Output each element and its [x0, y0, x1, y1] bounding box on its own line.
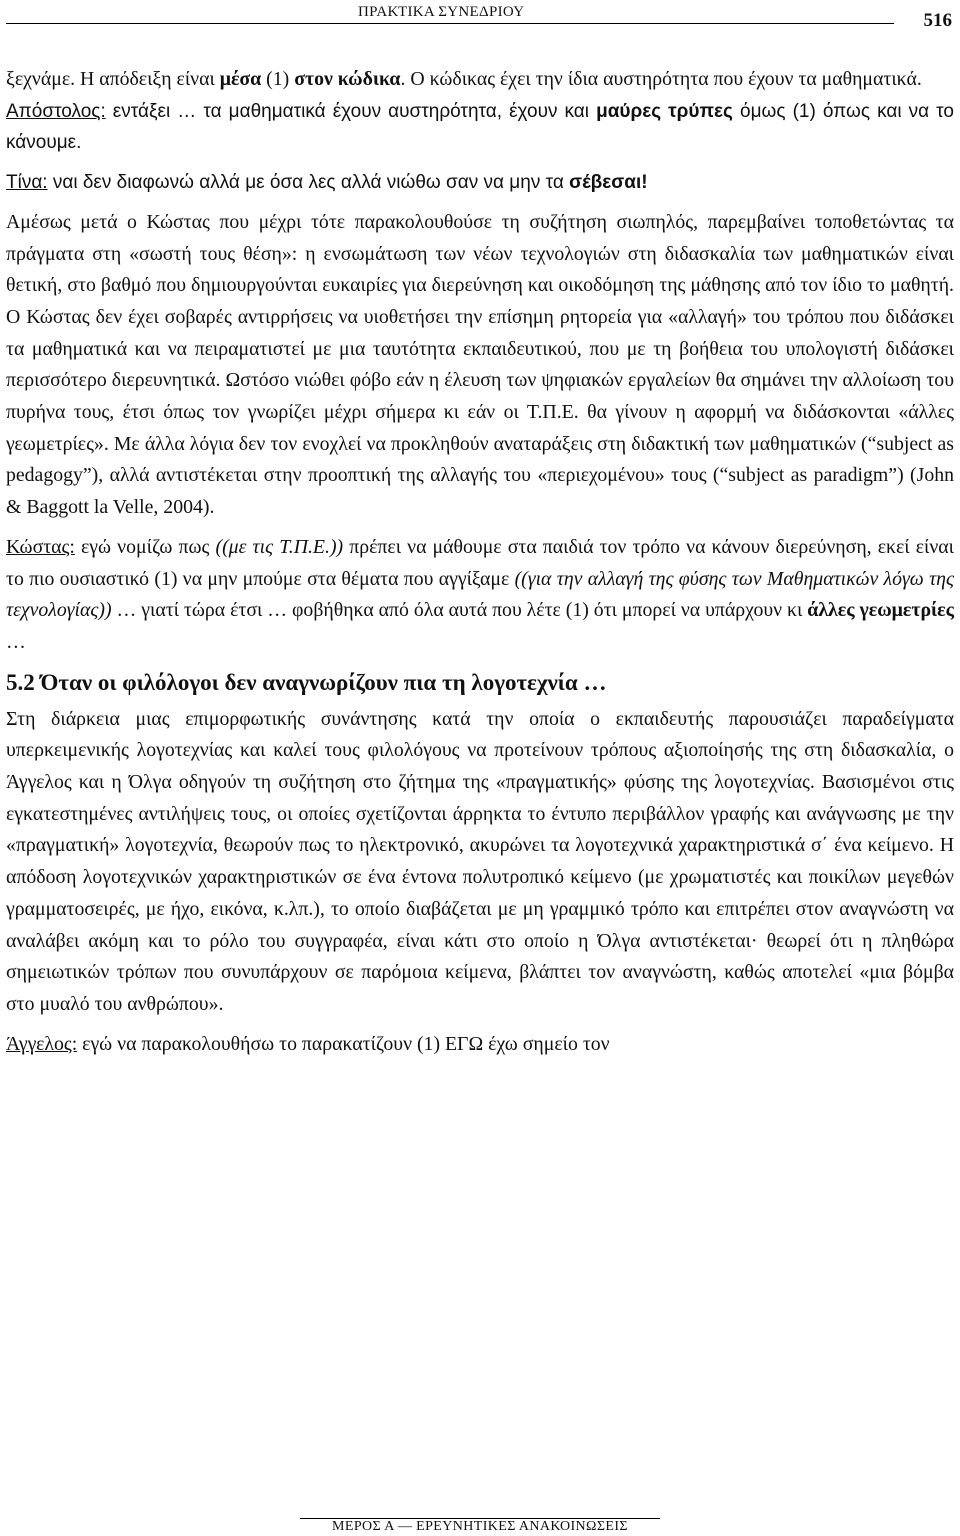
page-footer: [0, 1518, 960, 1536]
dialogue-tina: Τίνα: ναι δεν διαφωνώ αλλά με όσα λες αλλά νιώθω σαν να μην τα σέβεσαι!: [6, 172, 648, 194]
speaker-label: Άγγελος:: [6, 1032, 78, 1055]
running-footer-text: ΜΕΡΟΣ Α — ΕΡΕΥΝΗΤΙΚΕΣ ΑΝΑΚΟΙΝΩΣΕΙΣ: [332, 1519, 628, 1534]
dialogue-kostas: Κώστας: εγώ νομίζω πως ((με τις Τ.Π.Ε.)) πρέπει να μάθουμε στα παιδιά τον τρόπο να κάνουν διερεύνηση, εκεί είναι το πιο ουσιαστικό (1) να μην μπούμε στα θέματα που αγγίξαμε ((για την αλλαγή της φύσης των Μαθηματικών λόγω της τεχνολογίας)) … γιατί τώρα έτσι … φοβήθηκα από όλα αυτά που λέτε (1) ότι μπορεί να υπάρχουν κι άλλες γεωμετρίες …: [6, 535, 955, 653]
running-header-title: ΠΡΑΚΤΙΚΑ ΣΥΝΕΔΡΙΟΥ: [358, 4, 525, 20]
speaker-label: Τίνα:: [6, 172, 48, 194]
paragraph-literature-workshop: Στη διάρκεια μιας επιμορφωτικής συνάντησης κατά την οποία ο εκπαιδευτής παρουσιάζει παραδείγματα υπερκειμενικής λογοτεχνίας και καλεί τους φιλολόγους να προτείνουν τρόπους αξιοποίησής της στη διδασκαλία, ο Άγγελος και η Όλγα οδηγούν τη συζήτηση στο ζήτημα της «πραγματικής» φύσης της λογοτεχνίας. Βασισμένοι στις εγκατεστημένες αντιλήψεις τους, οι οποίες σχετίζονται άρρηκτα το έντυπο περιβάλλον γραφής και ανάγνωσης με την «πραγματική» λογοτεχνία, θεωρούν πως το ηλεκτρονικό, ακυρώνει τα λογοτεχνικά χαρακτηριστικά σ΄ ένα κείμενο. Η απόδοση λογοτεχνικών χαρακτηριστικών σε ένα έντονα πολυτροπικό κείμενο (με χρωματιστές και ποικίλων μεγεθών γραμματοσειρές, με ήχο, εικόνα, κ.λπ.), το οποίο διαβάζεται με μη γραμμικό τρόπο και επιτρέπει στον αναγνώστη να αναλάβει ακόμη και το ρόλο του συγγραφέα, είναι κάτι στο οποίο η Όλγα αντιστέκεται· θεωρεί ότι η πληθώρα σημειωτικών τρόπων που συνυπάρχουν σε παρόμοια κείμενα, βλάπτει τον αναγνώστη, καθώς αποτελεί «μια βόμβα στο μυαλό του ανθρώπου».: [6, 707, 954, 1015]
document-body: [6, 64, 954, 1060]
dialogue-angelos: Άγγελος: εγώ να παρακολουθήσω το παρακατίζουν (1) ΕΓΩ έχω σημείο τον: [6, 1032, 610, 1055]
speaker-label: Απόστολος:: [6, 100, 106, 122]
header-divider: [6, 23, 894, 24]
page-number: 516: [923, 10, 952, 31]
paragraph-kostas-intervention: Αμέσως μετά ο Κώστας που μέχρι τότε παρακολουθούσε τη συζήτηση σιωπηλός, παρεμβαίνει τοποθετώντας τα πράγματα στη «σωστή τους θέση»: η ενσωμάτωση των νέων τεχνολογιών στη διδασκαλία των μαθηματικών είναι θετική, στο βαθμό που δημιουργούνται ευκαιρίες για διερεύνηση και οικοδόμηση της μάθησης από τον ίδιο το μαθητή. Ο Κώστας δεν έχει σοβαρές αντιρρήσεις να υιοθετήσει την επίσημη ρητορεία για «αλλαγή» του τρόπου που διδάσκει τα μαθηματικά και να πειραματιστεί με μια ταυτότητα εκπαιδευτικού, που με τη βοήθεια του υπολογιστή διδάσκει περισσότερο διερευνητικά. Ωστόσο νιώθει φόβο εάν η έλευση των ψηφιακών εργαλείων θα σημάνει την αλλοίωση του πυρήνα τους, έτσι όπως τον γνωρίζει μέχρι σήμερα κι εάν οι Τ.Π.Ε. θα γίνουν η αφορμή να διδάσκονται «άλλες γεωμετρίες». Με άλλα λόγια δεν τον ενοχλεί να προκληθούν αναταράξεις στη διδακτική των μαθηματικών (“subject as pedagogy”), αλλά αντιστέκεται στην προοπτική της αλλαγής του «περιεχομένου» τους (“subject as paradigm”) (John & Baggott la Velle, 2004).: [6, 210, 954, 519]
page-header: [6, 0, 956, 40]
section-heading: 5.2 Όταν οι φιλόλογοι δεν αναγνωρίζουν πια τη λογοτεχνία …: [6, 669, 607, 695]
dialogue-apostolos: Απόστολος: εντάξει … τα μαθηματικά έχουν αυστηρότητα, έχουν και μαύρες τρύπες όμως (1) όπως και να το κάνουμε.: [6, 100, 954, 154]
paragraph-code-rigor: ξεχνάμε. Η απόδειξη είναι μέσα (1) στον κώδικα. Ο κώδικας έχει την ίδια αυστηρότητα που έχουν τα μαθηματικά.: [6, 68, 922, 90]
speaker-label: Κώστας:: [6, 535, 75, 558]
